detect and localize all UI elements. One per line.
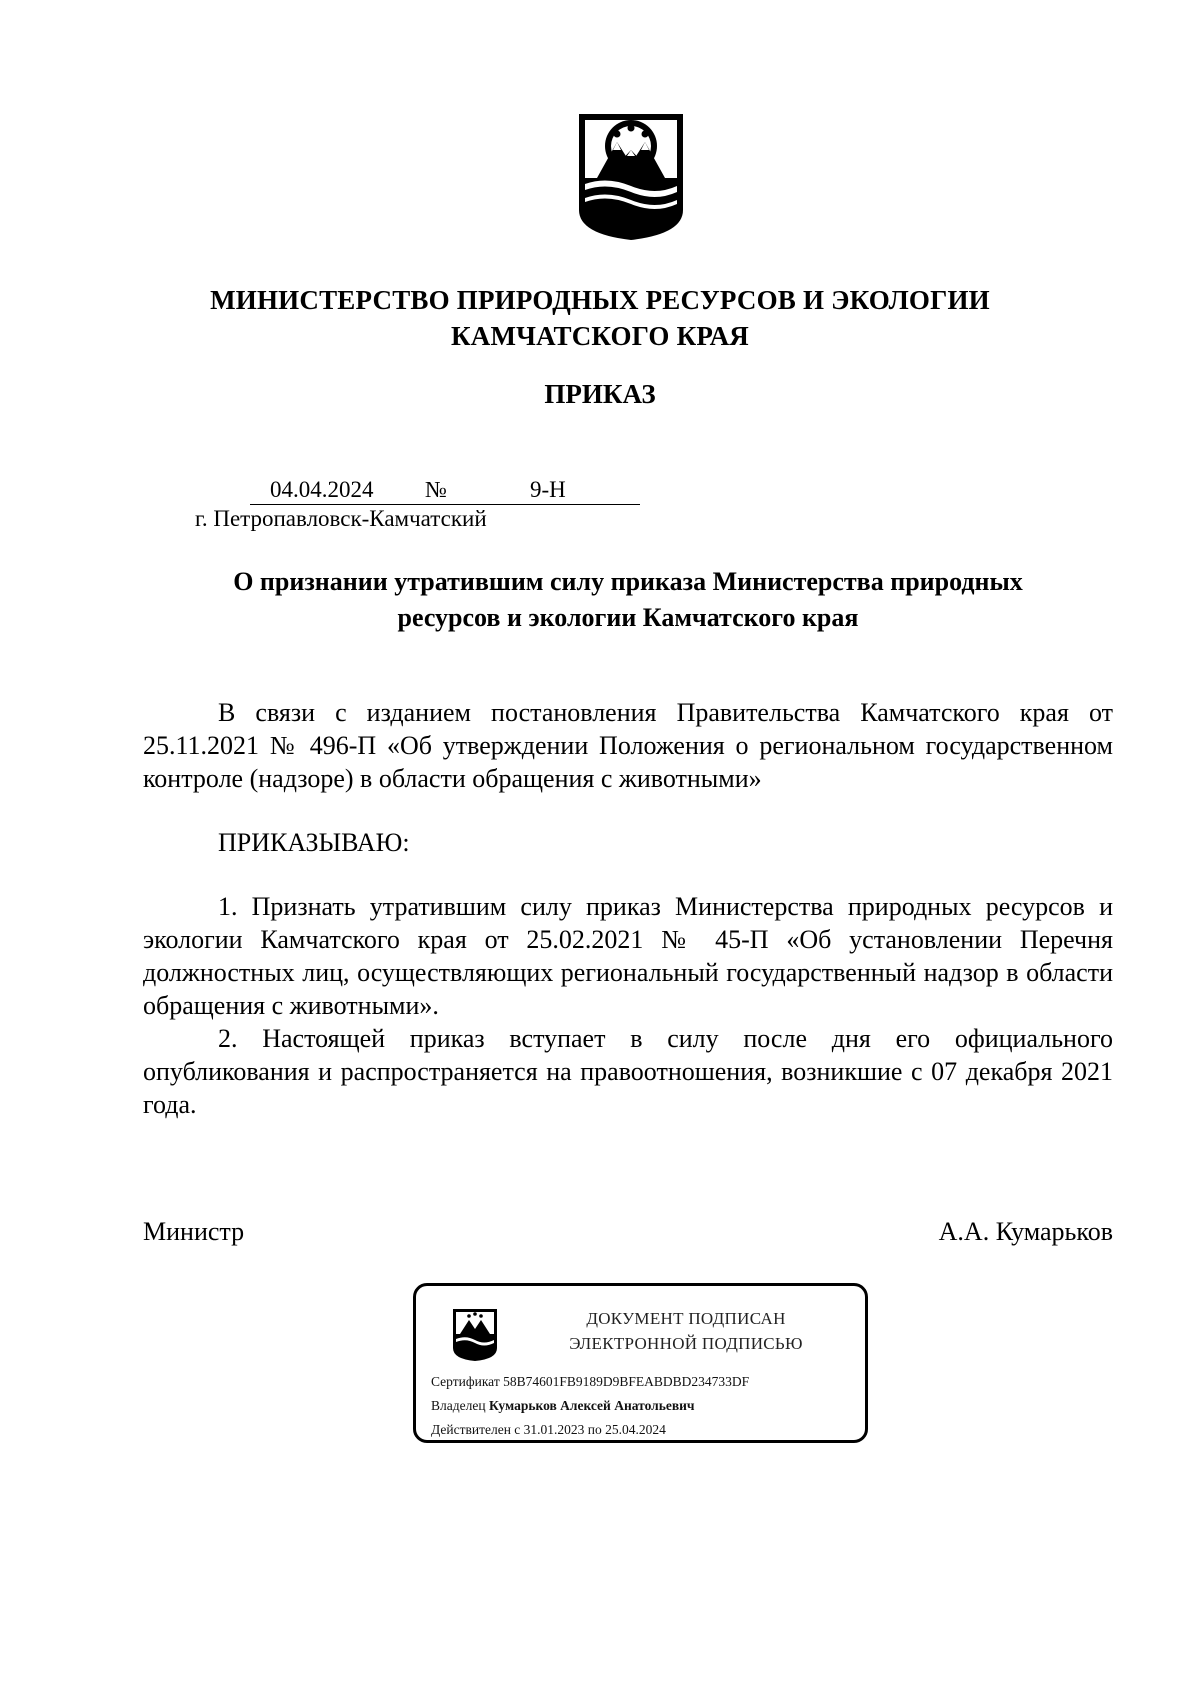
ministry-line-2: КАМЧАТСКОГО КРАЯ [451,321,749,351]
preamble-paragraph: В связи с изданием постановления Правительства Камчатского края от 25.11.2021 № 496-П «Об утверждении Положения о региональном государственном контроле (надзоре) в области обращения с животными» [143,698,1113,793]
document-number: 9-Н [530,477,566,502]
order-item-1: 1. Признать утратившим силу приказ Министерства природных ресурсов и экологии Камчатского края от 25.02.2021 № 45-П «Об установлении Перечня должностных лиц, осуществляющих региональный государственный надзор в области обращения с животными». [143,892,1113,1020]
validity-to-label: по [587,1422,602,1437]
stamp-heading-line-2: ЭЛЕКТРОННОЙ ПОДПИСЬЮ [569,1334,803,1353]
validity-label: Действителен с [431,1422,521,1437]
order-word: ПРИКАЗЫВАЮ: [218,828,410,857]
ministry-line-1: МИНИСТЕРСТВО ПРИРОДНЫХ РЕСУРСОВ И ЭКОЛОГИИ [210,285,990,315]
validity-from: 31.01.2023 [523,1422,585,1437]
stamp-owner [431,1396,695,1416]
stamp-certificate [431,1372,749,1392]
certificate-value: 58B74601FB9189D9BFEABDBD234733DF [503,1374,750,1389]
title-line-2: ресурсов и экологии Камчатского края [397,603,859,632]
document-title [143,564,1113,636]
validity-to: 25.04.2024 [605,1422,666,1437]
document-type: ПРИКАЗ [544,379,656,409]
signer-name: А.А. Кумарьков [938,1217,1113,1246]
date-number-line [250,476,640,505]
number-sign: № [425,477,447,502]
owner-label: Владелец [431,1398,486,1413]
certificate-label: Сертификат [431,1374,500,1389]
stamp-validity [431,1420,666,1440]
stamp-heading [516,1306,856,1356]
owner-value: Кумарьков Алексей Анатольевич [488,1398,695,1413]
kamchatka-coat-of-arms-icon [577,112,685,242]
order-item-2: 2. Настоящей приказ вступает в силу после дня его официального опубликования и распространяется на правоотношения, возникшие с 07 декабря 2021 года. [143,1024,1113,1119]
document-city: г. Петропавловск-Камчатский [195,506,487,531]
signer-role: Министр [143,1217,245,1246]
ministry-name [100,282,1100,354]
stamp-heading-line-1: ДОКУМЕНТ ПОДПИСАН [586,1309,786,1328]
document-date: 04.04.2024 [270,477,374,502]
electronic-signature-stamp [413,1283,868,1443]
stamp-emblem-icon [452,1308,498,1362]
title-line-1: О признании утратившим силу приказа Министерства природных [233,567,1023,596]
